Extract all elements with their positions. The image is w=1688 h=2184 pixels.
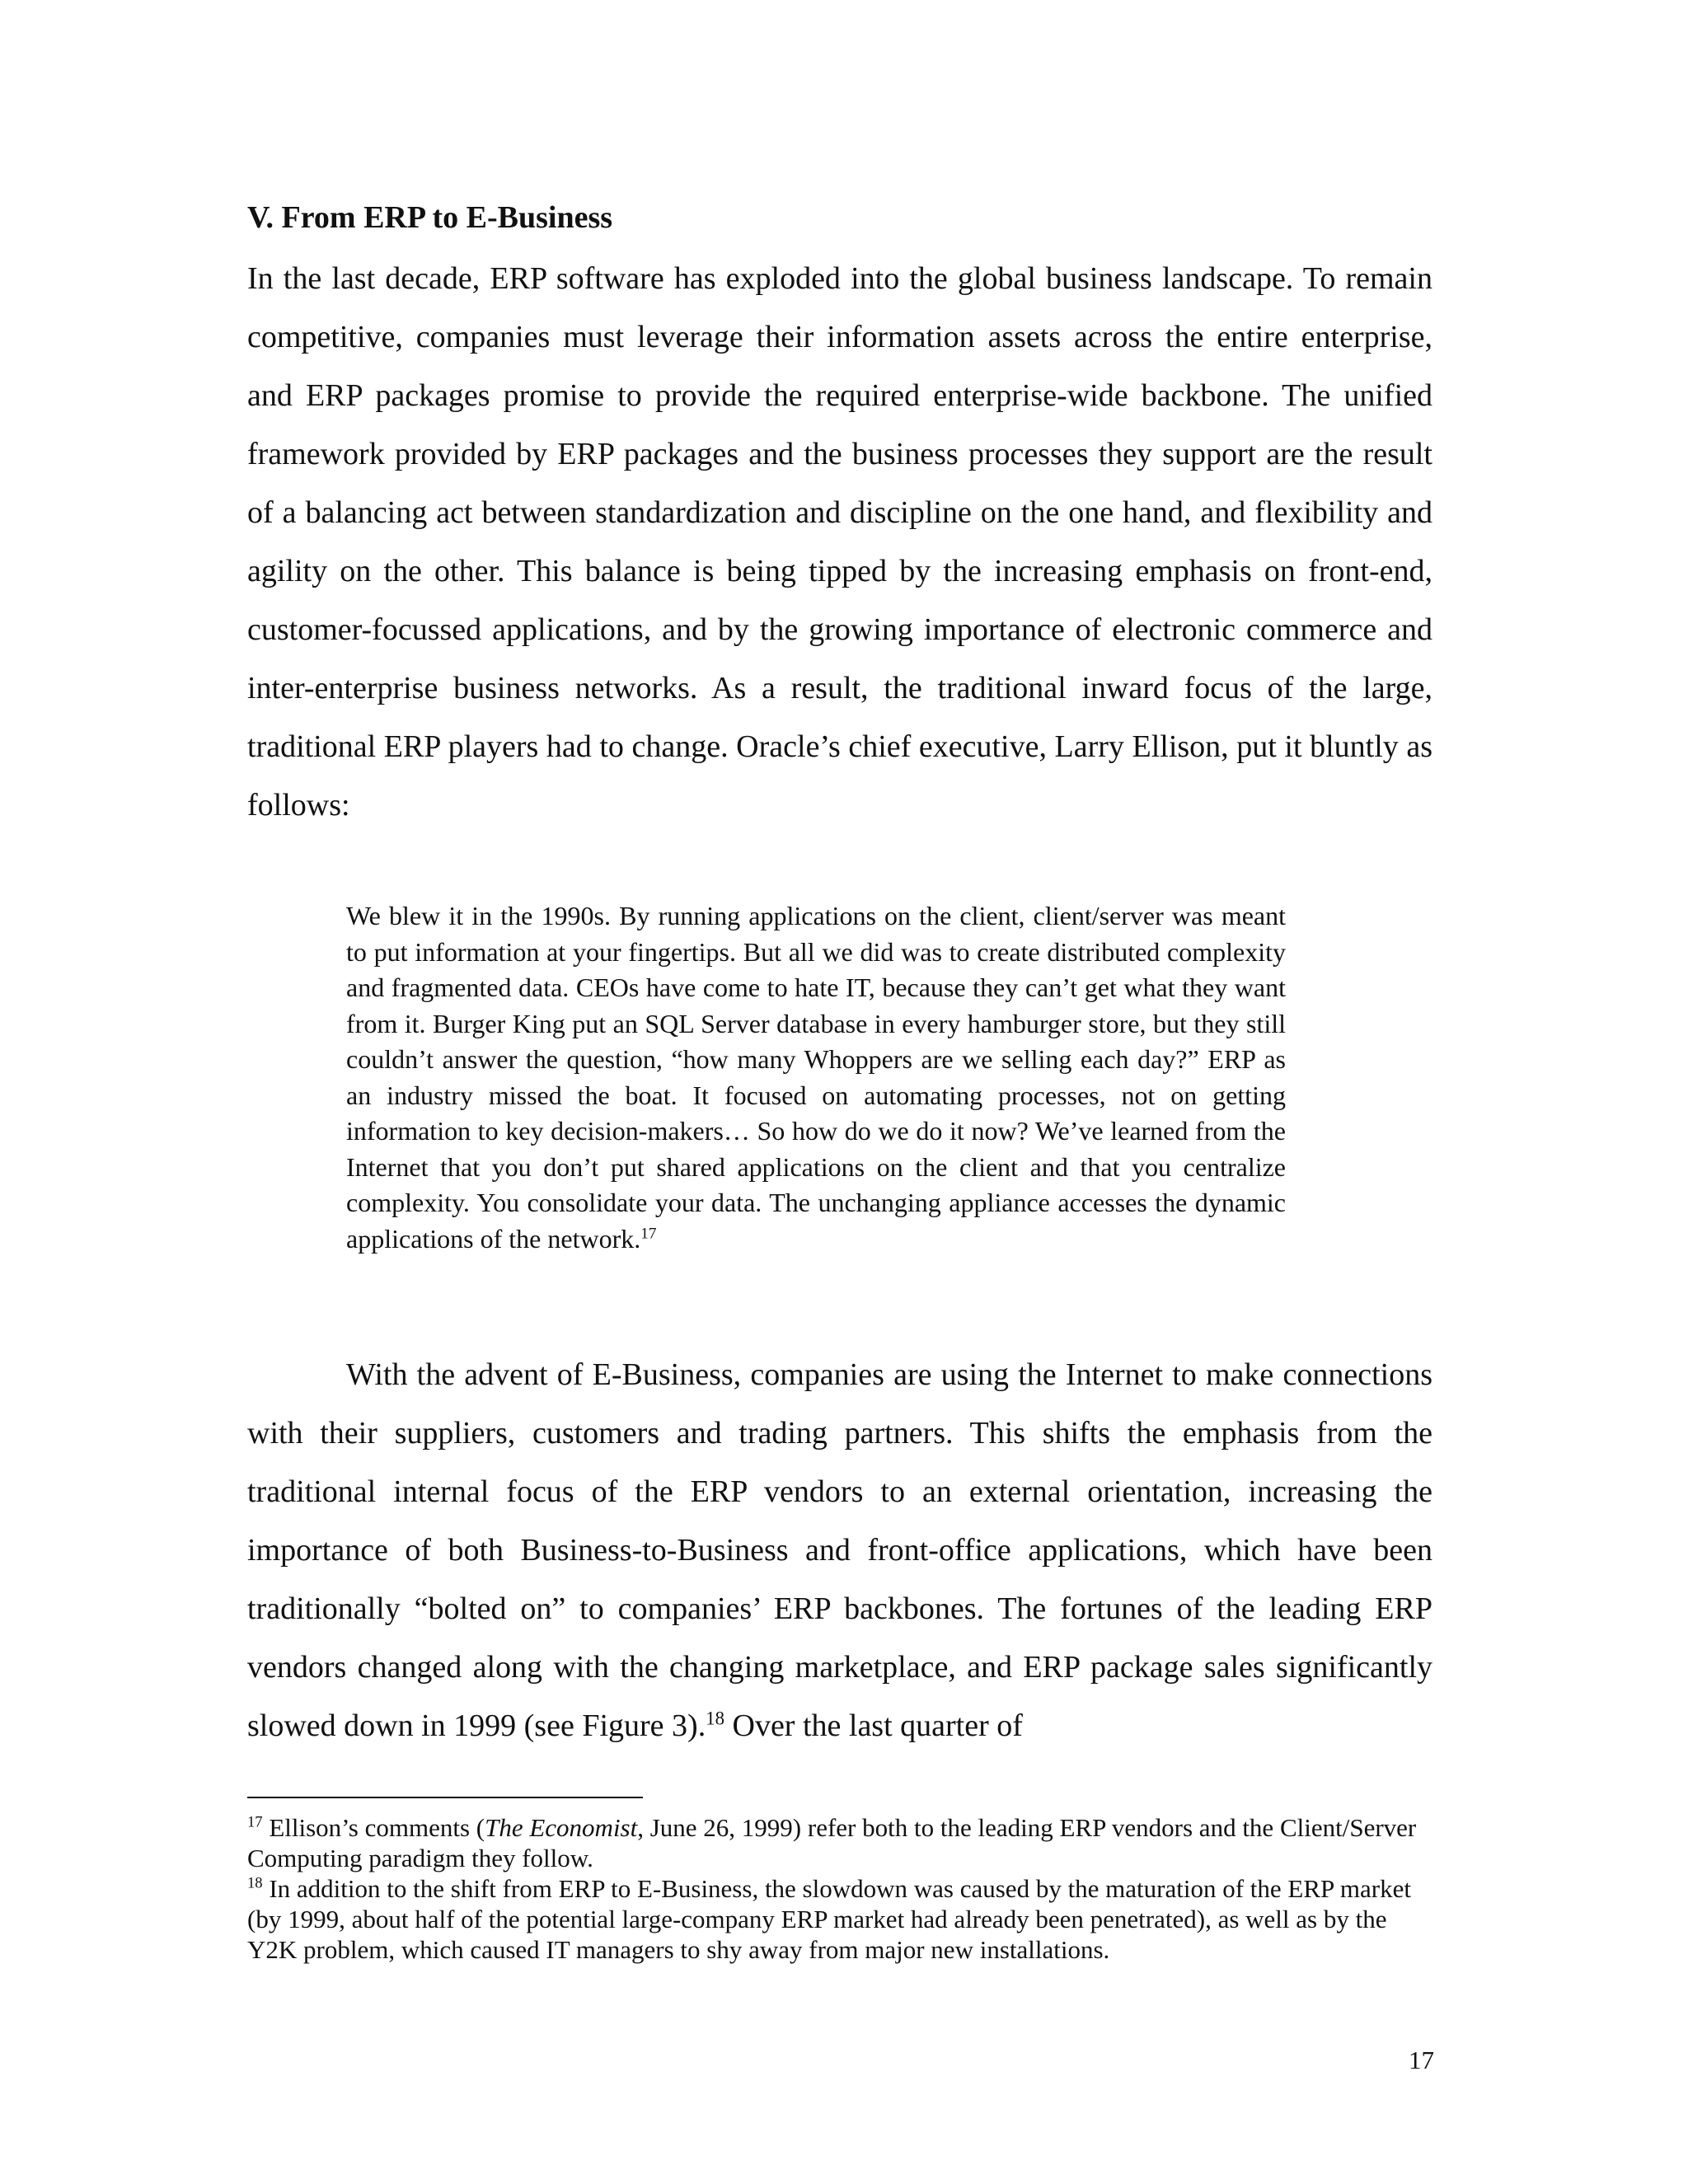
block-quote <box>346 898 1286 1257</box>
footnote-17-text-before: Ellison’s comments ( <box>262 1813 485 1842</box>
footnote-18-number: 18 <box>247 1874 263 1892</box>
footnote-17-number: 17 <box>247 1813 263 1831</box>
footnote-18 <box>247 1873 1434 1965</box>
body-paragraph-1: In the last decade, ERP software has exploded into the global business landscape. To remain competitive, companies must leverage their information assets across the entire enterprise, and ERP packages promise to provide the required enterprise-wide backbone. The unified framework provided by ERP packages and the business processes they support are the result of a balancing act between standardization and discipline on the one hand, and flexibility and agility on the other. This balance is being tipped by the increasing emphasis on front-end, customer-focussed applications, and by the growing importance of electronic commerce and inter-enterprise business networks. As a result, the traditional inward focus of the large, traditional ERP players had to change. Oracle’s chief executive, Larry Ellison, put it bluntly as follows: <box>247 261 1432 823</box>
section-heading: V. From ERP to E-Business <box>247 200 613 235</box>
body-paragraph-2-text: With the advent of E-Business, companies are using the Internet to make connections with their suppliers, customers and trading partners. This shifts the emphasis from the traditional internal focus of the ERP vendors to an external orientation, increasing the importance of both Business-to-Business and front-office applications, which have been traditionally “bolted on” to companies’ ERP backbones. The fortunes of the leading ERP vendors changed along with the changing marketplace, and ERP package sales significantly slowed down in 1999 (see Figure 3). <box>247 1357 1432 1743</box>
footnote-18-text: In addition to the shift from ERP to E-Business, the slowdown was caused by the maturation of the ERP market (by 1999, about half of the potential large-company ERP market had already been penetrated), as well as by the Y2K problem, which caused IT managers to shy away from major new installations. <box>247 1874 1411 1964</box>
page-number: 17 <box>1409 2046 1434 2074</box>
block-quote-text: We blew it in the 1990s. By running applications on the client, client/server was meant to put information at your fingertips. But all we did was to create distributed complexity and fragmented data. CEOs have come to hate IT, because they can’t get what they want from it. Burger King put an SQL Server database in every hamburger store, but they still couldn’t answer the question, “how many Whoppers are we selling each day?” ERP as an industry missed the boat. It focused on automating processes, not on getting information to key decision-makers… So how do we do it now? We’ve learned from the Internet that you don’t put shared applications on the client and that you centralize complexity. You consolidate your data. The unchanging appliance accesses the dynamic applications of the network. <box>346 901 1286 1254</box>
footnote-17-text-after: , June 26, 1999) refer both to the leading ERP vendors and the Client/Server Computing paradigm they follow. <box>247 1813 1417 1872</box>
footnote-ref-18: 18 <box>706 1708 724 1729</box>
footnote-17-journal: The Economist <box>485 1813 638 1842</box>
body-paragraph-2-tail: Over the last quarter of <box>724 1708 1023 1743</box>
body-paragraph-2 <box>247 1346 1432 1755</box>
footnote-17 <box>247 1812 1434 1873</box>
footnote-separator <box>247 1797 643 1798</box>
footnote-ref-17: 17 <box>640 1224 657 1242</box>
